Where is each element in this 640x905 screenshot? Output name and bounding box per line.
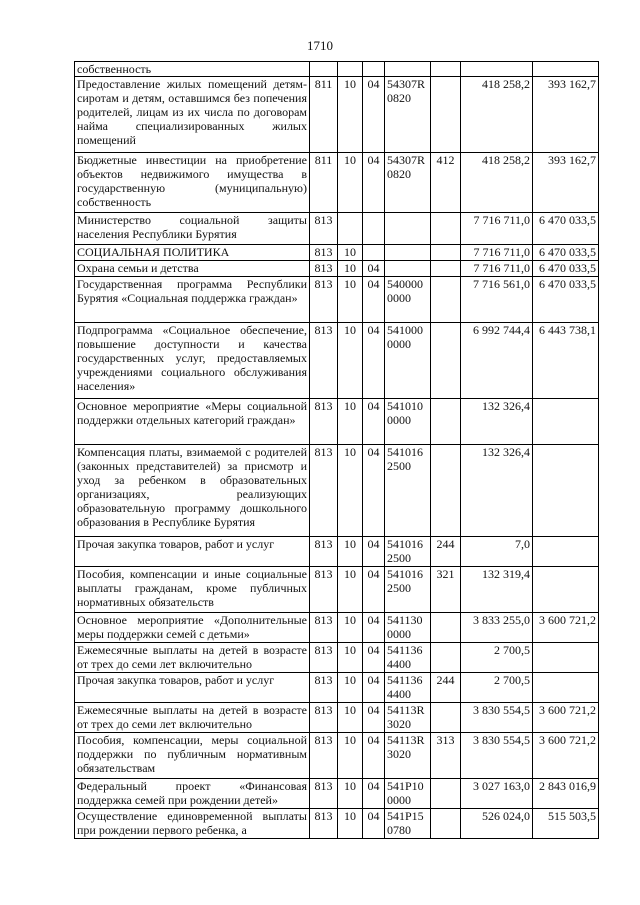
row-pr: 04 — [363, 809, 385, 839]
row-csr: 541130 0000 — [385, 613, 431, 643]
row-sum-2020: 132 326,4 — [461, 445, 533, 537]
row-csr — [385, 261, 431, 277]
row-csr: 54113R 3020 — [385, 733, 431, 779]
row-vr — [431, 779, 461, 809]
row-csr: 54307R 0820 — [385, 153, 431, 213]
row-gr: 813 — [310, 703, 338, 733]
row-pr: 04 — [363, 537, 385, 567]
row-sum-2021: 3 600 721,2 — [533, 703, 599, 733]
row-gr: 811 — [310, 153, 338, 213]
table-row — [75, 245, 599, 261]
row-name: собственность — [75, 62, 310, 77]
row-rz: 10 — [338, 537, 363, 567]
row-vr: 244 — [431, 673, 461, 703]
row-name: Пособия, компенсации, меры социальной поддержки по публичным нормативным обязательствам — [75, 733, 310, 779]
row-vr: 321 — [431, 567, 461, 613]
row-rz: 10 — [338, 673, 363, 703]
row-sum-2020: 418 258,2 — [461, 153, 533, 213]
table-row — [75, 213, 599, 245]
row-pr: 04 — [363, 567, 385, 613]
row-pr: 04 — [363, 445, 385, 537]
row-name: Пособия, компенсации и иные социальные выплаты гражданам, кроме публичных нормативных обязательств — [75, 567, 310, 613]
row-sum-2020: 2 700,5 — [461, 643, 533, 673]
row-csr: 541P15 0780 — [385, 809, 431, 839]
table-row — [75, 809, 599, 839]
row-gr: 813 — [310, 323, 338, 399]
row-gr: 813 — [310, 277, 338, 323]
row-csr: 541010 0000 — [385, 399, 431, 445]
row-rz: 10 — [338, 809, 363, 839]
row-gr: 813 — [310, 567, 338, 613]
row-name: Основное мероприятие «Меры социальной поддержки отдельных категорий граждан» — [75, 399, 310, 445]
row-sum-2020: 7 716 711,0 — [461, 261, 533, 277]
row-csr: 54113R 3020 — [385, 703, 431, 733]
row-sum-2021: 6 470 033,5 — [533, 261, 599, 277]
row-name: Прочая закупка товаров, работ и услуг — [75, 673, 310, 703]
row-sum-2020: 7 716 561,0 — [461, 277, 533, 323]
row-gr: 813 — [310, 809, 338, 839]
row-pr: 04 — [363, 733, 385, 779]
row-vr: 412 — [431, 153, 461, 213]
row-sum-2021: 3 600 721,2 — [533, 613, 599, 643]
row-sum-2020: 132 319,4 — [461, 567, 533, 613]
row-vr — [431, 613, 461, 643]
row-pr: 04 — [363, 261, 385, 277]
row-csr: 54307R 0820 — [385, 77, 431, 153]
row-sum-2021 — [533, 537, 599, 567]
row-csr — [385, 245, 431, 261]
row-sum-2021: 393 162,7 — [533, 77, 599, 153]
row-pr: 04 — [363, 323, 385, 399]
row-vr — [431, 445, 461, 537]
row-gr: 813 — [310, 779, 338, 809]
row-name: Предоставление жилых помещений детям-сиротам и детям, оставшимся без попечения родителей, лицам из их числа по договорам найма специализированных жилых помещений — [75, 77, 310, 153]
row-sum-2020: 132 326,4 — [461, 399, 533, 445]
row-csr — [385, 62, 431, 77]
row-gr: 813 — [310, 261, 338, 277]
row-sum-2021 — [533, 445, 599, 537]
row-sum-2021: 515 503,5 — [533, 809, 599, 839]
row-sum-2020 — [461, 62, 533, 77]
row-name: Компенсация платы, взимаемой с родителей (законных представителей) за присмотр и уход за ребенком в образовательных организациях, реализующих образовательную программу дошкольного образования в Республике Бурятия — [75, 445, 310, 537]
table-row — [75, 261, 599, 277]
row-pr: 04 — [363, 277, 385, 323]
table-row — [75, 733, 599, 779]
table-row — [75, 445, 599, 537]
row-rz: 10 — [338, 261, 363, 277]
row-rz — [338, 213, 363, 245]
row-pr — [363, 213, 385, 245]
table-row — [75, 77, 599, 153]
row-vr — [431, 77, 461, 153]
row-gr: 813 — [310, 613, 338, 643]
table-row — [75, 62, 599, 77]
row-name: Охрана семьи и детства — [75, 261, 310, 277]
row-rz: 10 — [338, 779, 363, 809]
row-name: Основное мероприятие «Дополнительные меры поддержки семей с детьми» — [75, 613, 310, 643]
row-sum-2020: 7 716 711,0 — [461, 213, 533, 245]
row-csr: 541P10 0000 — [385, 779, 431, 809]
row-pr: 04 — [363, 77, 385, 153]
row-sum-2021 — [533, 62, 599, 77]
table-row — [75, 323, 599, 399]
row-gr: 811 — [310, 77, 338, 153]
row-name: СОЦИАЛЬНАЯ ПОЛИТИКА — [75, 245, 310, 261]
row-gr — [310, 62, 338, 77]
row-gr: 813 — [310, 643, 338, 673]
budget-table — [74, 61, 599, 839]
row-rz: 10 — [338, 277, 363, 323]
row-vr — [431, 277, 461, 323]
budget-rows — [75, 62, 599, 839]
table-row — [75, 277, 599, 323]
row-sum-2021 — [533, 399, 599, 445]
row-csr: 541136 4400 — [385, 673, 431, 703]
row-name: Бюджетные инвестиции на приобретение объектов недвижимого имущества в государственную (муниципальную) собственность — [75, 153, 310, 213]
table-row — [75, 673, 599, 703]
row-rz: 10 — [338, 567, 363, 613]
row-csr: 541016 2500 — [385, 567, 431, 613]
row-sum-2020: 3 833 255,0 — [461, 613, 533, 643]
row-rz: 10 — [338, 613, 363, 643]
row-rz: 10 — [338, 323, 363, 399]
row-vr — [431, 643, 461, 673]
row-rz: 10 — [338, 245, 363, 261]
row-gr: 813 — [310, 399, 338, 445]
row-rz: 10 — [338, 733, 363, 779]
row-name: Осуществление единовременной выплаты при рождении первого ребенка, а — [75, 809, 310, 839]
row-sum-2020: 526 024,0 — [461, 809, 533, 839]
row-gr: 813 — [310, 213, 338, 245]
row-sum-2021 — [533, 567, 599, 613]
row-name: Государственная программа Республики Бурятия «Социальная поддержка граждан» — [75, 277, 310, 323]
row-pr: 04 — [363, 399, 385, 445]
table-row — [75, 703, 599, 733]
row-csr — [385, 213, 431, 245]
row-pr: 04 — [363, 673, 385, 703]
row-name: Федеральный проект «Финансовая поддержка семей при рождении детей» — [75, 779, 310, 809]
row-vr — [431, 213, 461, 245]
table-row — [75, 779, 599, 809]
row-csr: 541016 2500 — [385, 537, 431, 567]
row-name: Министерство социальной защиты населения Республики Бурятия — [75, 213, 310, 245]
row-vr — [431, 261, 461, 277]
row-sum-2020: 3 830 554,5 — [461, 733, 533, 779]
row-name: Подпрограмма «Социальное обеспечение, повышение доступности и качества государственных услуг, предоставляемых учреждениями социального обслуживания населения» — [75, 323, 310, 399]
table-row — [75, 613, 599, 643]
table-row — [75, 399, 599, 445]
row-csr: 541016 2500 — [385, 445, 431, 537]
row-vr: 244 — [431, 537, 461, 567]
row-rz: 10 — [338, 399, 363, 445]
row-rz: 10 — [338, 703, 363, 733]
row-sum-2021: 3 600 721,2 — [533, 733, 599, 779]
table-row — [75, 643, 599, 673]
row-vr: 313 — [431, 733, 461, 779]
row-sum-2021: 393 162,7 — [533, 153, 599, 213]
row-pr: 04 — [363, 779, 385, 809]
row-pr: 04 — [363, 643, 385, 673]
row-sum-2020: 6 992 744,4 — [461, 323, 533, 399]
row-rz: 10 — [338, 77, 363, 153]
row-sum-2020: 7 716 711,0 — [461, 245, 533, 261]
page-number: 1710 — [307, 38, 333, 53]
row-csr: 541000 0000 — [385, 323, 431, 399]
row-vr — [431, 323, 461, 399]
row-gr: 813 — [310, 537, 338, 567]
table-row — [75, 153, 599, 213]
row-rz: 10 — [338, 445, 363, 537]
row-rz: 10 — [338, 153, 363, 213]
row-csr: 541136 4400 — [385, 643, 431, 673]
row-gr: 813 — [310, 445, 338, 537]
row-pr: 04 — [363, 703, 385, 733]
row-vr — [431, 809, 461, 839]
row-name: Ежемесячные выплаты на детей в возрасте от трех до семи лет включительно — [75, 643, 310, 673]
row-name: Прочая закупка товаров, работ и услуг — [75, 537, 310, 567]
row-gr: 813 — [310, 673, 338, 703]
row-rz — [338, 62, 363, 77]
row-sum-2020: 418 258,2 — [461, 77, 533, 153]
row-vr — [431, 245, 461, 261]
row-sum-2021: 6 443 738,1 — [533, 323, 599, 399]
row-sum-2021: 6 470 033,5 — [533, 277, 599, 323]
row-sum-2020: 7,0 — [461, 537, 533, 567]
row-sum-2020: 2 700,5 — [461, 673, 533, 703]
row-vr — [431, 703, 461, 733]
row-sum-2020: 3 027 163,0 — [461, 779, 533, 809]
row-sum-2021: 6 470 033,5 — [533, 245, 599, 261]
row-pr: 04 — [363, 153, 385, 213]
table-row — [75, 567, 599, 613]
table-row — [75, 537, 599, 567]
row-vr — [431, 399, 461, 445]
row-sum-2021 — [533, 673, 599, 703]
row-pr: 04 — [363, 613, 385, 643]
row-name: Ежемесячные выплаты на детей в возрасте от трех до семи лет включительно — [75, 703, 310, 733]
row-sum-2020: 3 830 554,5 — [461, 703, 533, 733]
row-sum-2021: 6 470 033,5 — [533, 213, 599, 245]
row-rz: 10 — [338, 643, 363, 673]
row-pr — [363, 62, 385, 77]
row-gr: 813 — [310, 733, 338, 779]
row-pr — [363, 245, 385, 261]
row-sum-2021 — [533, 643, 599, 673]
row-sum-2021: 2 843 016,9 — [533, 779, 599, 809]
row-vr — [431, 62, 461, 77]
row-csr: 540000 0000 — [385, 277, 431, 323]
row-gr: 813 — [310, 245, 338, 261]
